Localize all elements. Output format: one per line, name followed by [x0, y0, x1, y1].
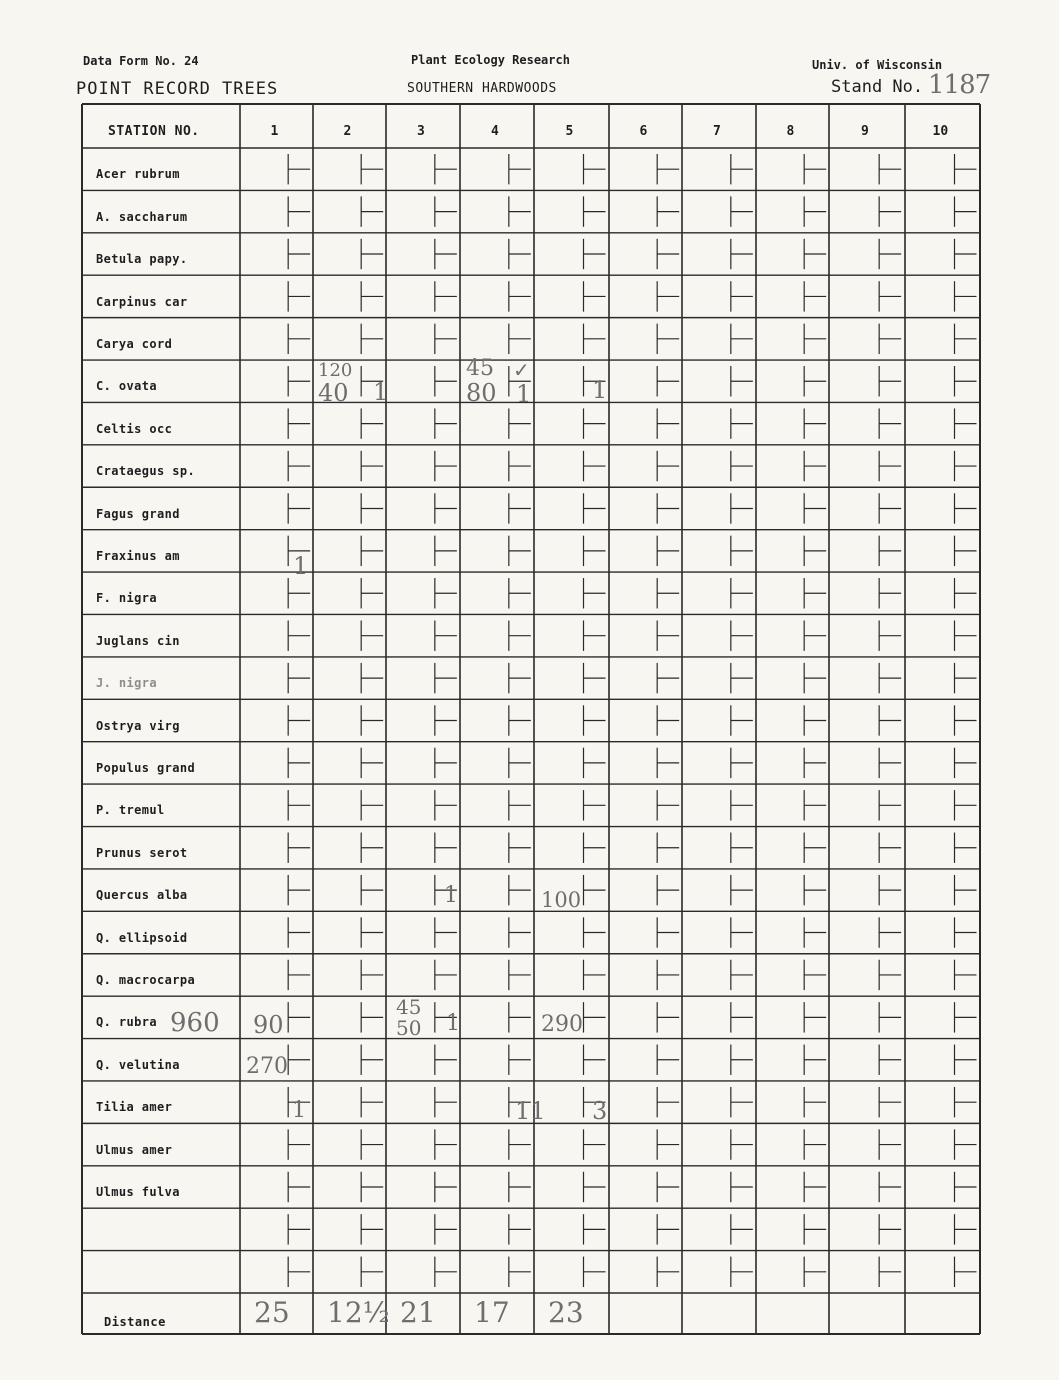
- entry-tilia-st5-tally: 3: [592, 1097, 608, 1125]
- species-label: Q. ellipsoid: [96, 930, 188, 945]
- species-label: Q. rubra: [96, 1015, 157, 1030]
- station-header: 1: [270, 124, 279, 139]
- species-label: Carpinus car: [96, 294, 188, 309]
- distance-value: 12½: [327, 1296, 390, 1329]
- entry-fraxinus-st1-tally: 1: [293, 552, 309, 580]
- entry-q-rubra-st5: 290: [541, 1012, 583, 1037]
- entry-c-ovata-st5-tally: 1: [592, 376, 608, 404]
- species-label: Fraxinus am: [96, 548, 180, 563]
- species-label: Acer rubrum: [96, 167, 180, 182]
- species-label: Fagus grand: [96, 506, 180, 521]
- species-label: Crataegus sp.: [96, 464, 196, 479]
- entry-q-rubra-st3-bottom: 50: [396, 1016, 422, 1040]
- entry-tilia-st1-tally: 1: [292, 1098, 306, 1123]
- species-label: Populus grand: [96, 761, 196, 776]
- entry-c-ovata-st4-check: ✓: [513, 358, 530, 382]
- species-label: Betula papy.: [96, 252, 188, 267]
- entry-q-rubra-st3-tally: 1: [446, 1011, 460, 1036]
- university-name: Univ. of Wisconsin: [812, 58, 943, 72]
- species-label: Ulmus fulva: [96, 1185, 180, 1200]
- entry-c-ovata-st4-tally: 1: [516, 380, 532, 408]
- entry-c-ovata-st2-bottom: 40: [318, 379, 349, 407]
- species-label: Q. velutina: [96, 1057, 180, 1072]
- station-number-header: STATION NO.: [108, 124, 200, 139]
- stand-number-handwritten: 1187: [928, 70, 991, 100]
- station-header: 6: [639, 124, 648, 139]
- station-header: 8: [786, 124, 795, 139]
- species-label: C. ovata: [96, 379, 157, 394]
- species-label: Prunus serot: [96, 845, 188, 860]
- species-label: Ostrya virg: [96, 718, 180, 733]
- entry-q-rubra-st3-top: 45: [396, 995, 422, 1019]
- stand-label: Stand No.: [831, 77, 924, 97]
- station-header: 4: [491, 124, 499, 139]
- species-label: Carya cord: [96, 336, 173, 351]
- species-label: Ulmus amer: [96, 1142, 173, 1157]
- distance-value: 23: [548, 1296, 584, 1329]
- entry-c-ovata-st2-tally: 1: [373, 378, 389, 406]
- species-label: J. nigra: [96, 676, 157, 691]
- entry-c-ovata-st4-bottom: 80: [466, 379, 497, 407]
- entry-quercus-alba-st3-tally: 1: [444, 883, 458, 908]
- station-header: 3: [417, 124, 425, 139]
- form-title: POINT RECORD TREES: [76, 79, 279, 99]
- station-header: 2: [343, 124, 352, 139]
- form-subtitle: SOUTHERN HARDWOODS: [407, 81, 557, 96]
- entry-c-ovata-st4-top: 45: [466, 356, 494, 381]
- species-label: F. nigra: [96, 591, 157, 606]
- species-label: Q. macrocarpa: [96, 973, 196, 988]
- species-label: Juglans cin: [96, 633, 180, 648]
- entry-tilia-st4-tally: 11: [515, 1097, 546, 1125]
- station-header: 7: [713, 124, 721, 139]
- entry-q-velutina-st1: 270: [246, 1054, 288, 1079]
- species-label: A. saccharum: [96, 209, 188, 224]
- species-label: Tilia amer: [96, 1100, 173, 1115]
- species-label: Quercus alba: [96, 888, 188, 903]
- lab-name: Plant Ecology Research: [411, 53, 570, 67]
- station-header: 5: [565, 124, 574, 139]
- species-label: P. tremul: [96, 803, 165, 818]
- entry-q-rubra-st1: 90: [253, 1011, 284, 1039]
- distance-label: Distance: [104, 1315, 166, 1329]
- distance-value: 25: [254, 1296, 290, 1329]
- station-header: 10: [932, 124, 949, 139]
- distance-value: 21: [400, 1296, 436, 1329]
- entry-quercus-alba-st5: 100: [541, 888, 582, 912]
- distance-value: 17: [474, 1296, 510, 1329]
- form-number: Data Form No. 24: [83, 54, 199, 68]
- entry-c-ovata-st2-top: 120: [318, 360, 353, 381]
- entry-q-rubra-total: 960: [170, 1008, 220, 1038]
- station-header: 9: [861, 124, 869, 139]
- species-label: Celtis occ: [96, 421, 173, 436]
